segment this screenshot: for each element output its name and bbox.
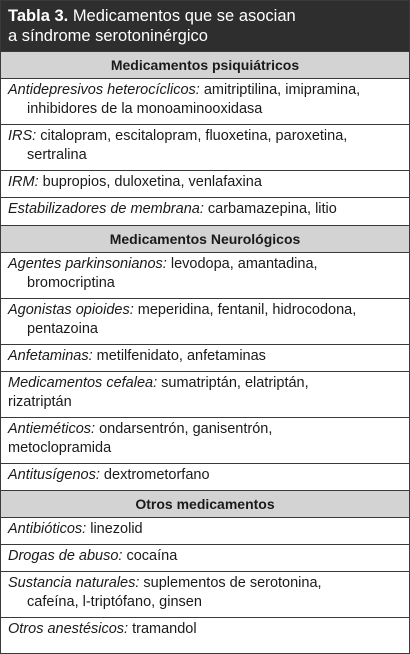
row-text: suplementos de serotonina, <box>139 575 322 591</box>
row-text-continuation: rizatriptán <box>8 394 72 410</box>
row-text: meperidina, fentanil, hidrocodona, <box>133 302 357 318</box>
row-text: cocaína <box>122 548 178 564</box>
row-label: Sustancia naturales: <box>8 575 140 591</box>
row-label: Antieméticos: <box>8 421 96 437</box>
row-text: levodopa, amantadina, <box>166 256 318 272</box>
table-row <box>1 544 409 571</box>
section-heading-otros: Otros medicamentos <box>1 490 409 517</box>
row-label: Estabilizadores de membrana: <box>8 201 204 217</box>
table-row <box>1 252 409 298</box>
row-text-continuation: bromocriptina <box>27 275 115 291</box>
table-title <box>1 1 409 51</box>
table-row <box>1 517 409 544</box>
table-row <box>1 197 409 225</box>
table-row <box>1 417 409 463</box>
section-heading-neurologicos: Medicamentos Neurológicos <box>1 225 409 252</box>
table-title-text-line2: a síndrome serotoninérgico <box>8 27 208 45</box>
row-label: IRS: <box>8 128 37 144</box>
row-text-continuation: inhibidores de la monoaminooxidasa <box>27 101 263 117</box>
row-text: metilfenidato, anfetaminas <box>92 348 266 364</box>
table-title-text-line1: Medicamentos que se asocian <box>72 7 296 25</box>
row-text: sumatriptán, elatriptán, <box>157 375 309 391</box>
row-text: ondarsentrón, ganisentrón, <box>95 421 273 437</box>
table-row <box>1 344 409 371</box>
row-label: Antitusígenos: <box>8 467 100 483</box>
row-label: Medicamentos cefalea: <box>8 375 158 391</box>
row-label: Agentes parkinsonianos: <box>8 256 167 272</box>
row-text: tramandol <box>128 621 197 637</box>
row-text: dextrometorfano <box>99 467 210 483</box>
row-text: carbamazepina, litio <box>203 201 337 217</box>
table-row <box>1 371 409 417</box>
row-label: Antibióticos: <box>8 521 87 537</box>
table-row <box>1 617 409 648</box>
table-row <box>1 463 409 490</box>
row-text-continuation: sertralina <box>27 147 87 163</box>
section-heading-psiquiatricos: Medicamentos psiquiátricos <box>1 51 409 78</box>
row-text-continuation: cafeína, l-triptófano, ginsen <box>27 594 202 610</box>
row-label: Drogas de abuso: <box>8 548 123 564</box>
row-label: Otros anestésicos: <box>8 621 129 637</box>
table-title-label: Tabla 3. <box>8 7 69 25</box>
row-text: citalopram, escitalopram, fluoxetina, paroxetina, <box>36 128 348 144</box>
row-text-continuation: metoclopramida <box>8 440 112 456</box>
row-text: amitriptilina, imipramina, <box>199 82 361 98</box>
table-row <box>1 124 409 170</box>
table-row <box>1 571 409 617</box>
table-row <box>1 170 409 197</box>
row-label: Anfetaminas: <box>8 348 93 364</box>
row-label: Antidepresivos heterocíclicos: <box>8 82 200 98</box>
row-text: linezolid <box>86 521 143 537</box>
row-text-continuation: pentazoina <box>27 321 98 337</box>
row-text: bupropios, duloxetina, venlafaxina <box>38 174 262 190</box>
table-row <box>1 78 409 124</box>
row-label: Agonistas opioides: <box>8 302 134 318</box>
row-label: IRM: <box>8 174 39 190</box>
table-row <box>1 298 409 344</box>
